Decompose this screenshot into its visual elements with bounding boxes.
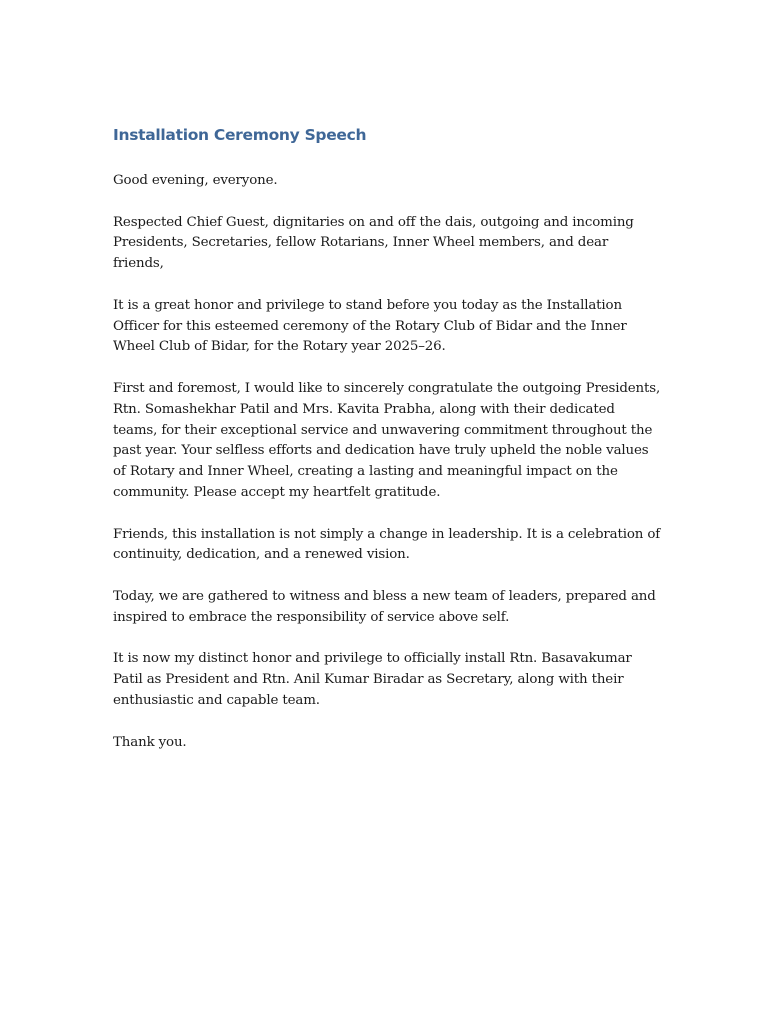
- congratulation-paragraph: First and foremost, I would like to sincerely congratulate the outgoing Presidents, Rtn. Somashekhar Patil and Mrs. Kavita Prabha, along with their dedicated teams, for their exceptional service and unwavering commitment throughout the past year. Your selfless efforts and dedication have truly upheld the noble values of Rotary and Inner Wheel, creating a lasting and meaningful impact on the community. Please accept my heartfelt gratitude.: [113, 380, 661, 500]
- new-team-paragraph: Today, we are gathered to witness and bless a new team of leaders, prepared and inspired to embrace the responsibility of service above self.: [113, 588, 656, 625]
- introduction-paragraph: It is a great honor and privilege to stand before you today as the Installation Officer for this esteemed ceremony of the Rotary Club of Bidar and the Inner Wheel Club of Bidar, for the Rotary year 2025–26.: [113, 297, 627, 355]
- greeting-paragraph: Good evening, everyone.: [113, 173, 278, 188]
- document-body: [113, 124, 661, 774]
- celebration-paragraph: Friends, this installation is not simply a change in leadership. It is a celebration of continuity, dedication, and a renewed vision.: [113, 526, 661, 563]
- salutation-paragraph: Respected Chief Guest, dignitaries on and off the dais, outgoing and incoming Presidents, Secretaries, fellow Rotarians, Inner Wheel members, and dear friends,: [113, 214, 634, 272]
- installation-paragraph: It is now my distinct honor and privilege to officially install Rtn. Basavakumar Patil as President and Rtn. Anil Kumar Biradar as Secretary, along with their enthusiastic and capable team.: [113, 651, 632, 708]
- closing-paragraph: Thank you.: [113, 734, 187, 750]
- document-title: Installation Ceremony Speech: [113, 126, 367, 144]
